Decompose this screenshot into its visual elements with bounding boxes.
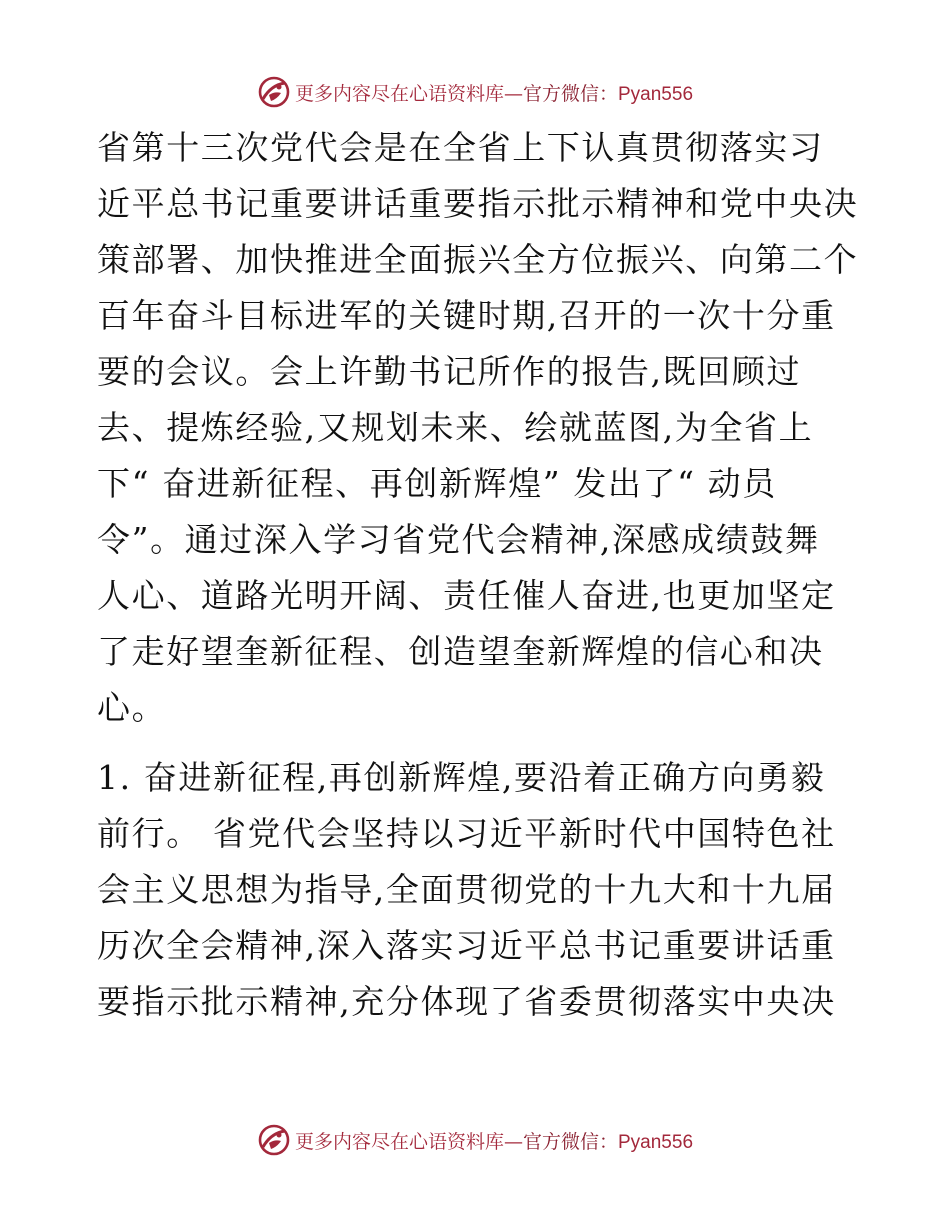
header-watermark-text: [295, 79, 693, 106]
paragraph-1-line-4: 百年奋斗目标进军的关键时期,召开的一次十分重: [97, 296, 836, 335]
watermark-wechat-label: 官方微信：: [522, 1130, 618, 1153]
watermark-wechat-id: Pyan556: [618, 83, 694, 105]
paragraph-1-line-11: 心。: [97, 688, 167, 727]
paragraph-1-line-8: 令”。通过深入学习省党代会精神,深感成绩鼓舞: [97, 520, 820, 559]
paragraph-2-line-3: 会主义思想为指导,全面贯彻党的十九大和十九届: [97, 870, 836, 909]
footer-watermark-banner: [0, 1120, 950, 1160]
watermark-separator: —: [503, 1130, 523, 1153]
paragraph-2-line-1: 1. 奋进新征程,再创新辉煌,要沿着正确方向勇毅: [97, 758, 826, 797]
paragraph-2-line-5: 要指示批示精神,充分体现了省委贯彻落实中央决: [97, 982, 836, 1021]
paragraph-1-line-3: 策部署、加快推进全面振兴全方位振兴、向第二个: [97, 240, 859, 279]
paragraph-2-line-2: 前行。 省党代会坚持以习近平新时代中国特色社: [97, 814, 836, 853]
paragraph-1-line-7: 下“ 奋进新征程、再创新辉煌” 发出了“ 动员: [97, 464, 777, 503]
paragraph-1-line-9: 人心、道路光明开阔、责任催人奋进,也更加坚定: [97, 576, 836, 615]
paragraph-1-line-5: 要的会议。会上许勤书记所作的报告,既回顾过: [97, 352, 802, 391]
paragraph-1-line-6: 去、提炼经验,又规划未来、绘就蓝图,为全省上: [97, 408, 814, 447]
watermark-main-text: 更多内容尽在心语资料库: [294, 82, 504, 105]
header-watermark-banner: [0, 72, 950, 112]
logo-icon: [257, 75, 291, 109]
paragraph-1-line-1: 省第十三次党代会是在全省上下认真贯彻落实习: [97, 128, 824, 167]
watermark-wechat-label: 官方微信：: [522, 82, 618, 105]
paragraph-2-line-4: 历次全会精神,深入落实习近平总书记重要讲话重: [97, 926, 836, 965]
footer-watermark-text: [295, 1127, 693, 1154]
logo-icon: [257, 1123, 291, 1157]
watermark-separator: —: [503, 82, 523, 105]
paragraph-1-line-2: 近平总书记重要讲话重要指示批示精神和党中央决: [97, 184, 859, 223]
watermark-wechat-id: Pyan556: [618, 1131, 694, 1153]
watermark-main-text: 更多内容尽在心语资料库: [294, 1130, 504, 1153]
paragraph-1-line-10: 了走好望奎新征程、创造望奎新辉煌的信心和决: [97, 632, 824, 671]
